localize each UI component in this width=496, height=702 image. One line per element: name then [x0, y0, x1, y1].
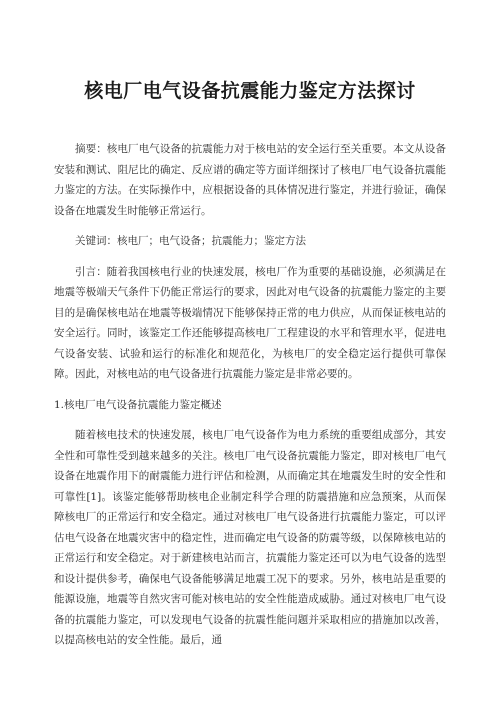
keywords-paragraph: 关键词：核电厂；电气设备；抗震能力；鉴定方法	[75, 235, 306, 247]
abstract-paragraph: 摘要：核电厂电气设备的抗震能力对于核电站的安全运行至关重要。本文从设备安装和测试、阻尼比的确定、反应谱的确定等方面详细探讨了核电厂电气设备抗震能力鉴定的方法。在实际操作中，应根据设备的具体情况进行鉴定，并进行验证，确保设备在地震发生时能够正常运行。	[54, 143, 446, 217]
section-1-heading: 1.核电厂电气设备抗震能力鉴定概述	[54, 398, 222, 411]
section-1-paragraph: 随着核电技术的快速发展，核电厂电气设备作为电力系统的重要组成部分，其安全性和可靠性受到越来越多的关注。核电厂电气设备抗震能力鉴定，即对核电厂电气设备在地震作用下的耐震能力进行评估和检测，从而确定其在地震发生时的安全性和可靠性[1]。该鉴定能够帮助核电企业制定科学合理的防震措施和应急预案，从而保障核电厂的正常运行和安全稳定。通过对核电厂电气设备进行抗震能力鉴定，可以评估电气设备在地震灾害中的稳定性，进而确定电气设备的防震等级，以保障核电站的正常运行和安全稳定。对于新建核电站而言，抗震能力鉴定还可以为电气设备的选型和设计提供参考，确保电气设备能够满足地震工况下的要求。另外，核电站是重要的能源设施，地震等自然灾害可能对核电站的安全性能造成威胁。通过对核电厂电气设备的抗震能力鉴定，可以发现电气设备的抗震性能问题并采取相应的措施加以改善，以提高核电站的安全性能。最后，通	[54, 429, 446, 646]
document-title: 核电厂电气设备抗震能力鉴定方法探讨	[84, 80, 416, 102]
introduction-paragraph: 引言：随着我国核电行业的快速发展，核电厂作为重要的基础设施，必须满足在地震等极端天气条件下仍能正常运行的要求，因此对电气设备的抗震能力鉴定的主要目的是确保核电站在地震等极端情况下能够保持正常的电力供应，从而保证核电站的安全运行。同时，该鉴定工作还能够提高核电厂工程建设的水平和管理水平，促进电气设备安装、试验和运行的标准化和规范化，为核电厂的安全稳定运行提供可靠保障。因此，对核电站的电气设备进行抗震能力鉴定是非常必要的。	[54, 265, 446, 380]
